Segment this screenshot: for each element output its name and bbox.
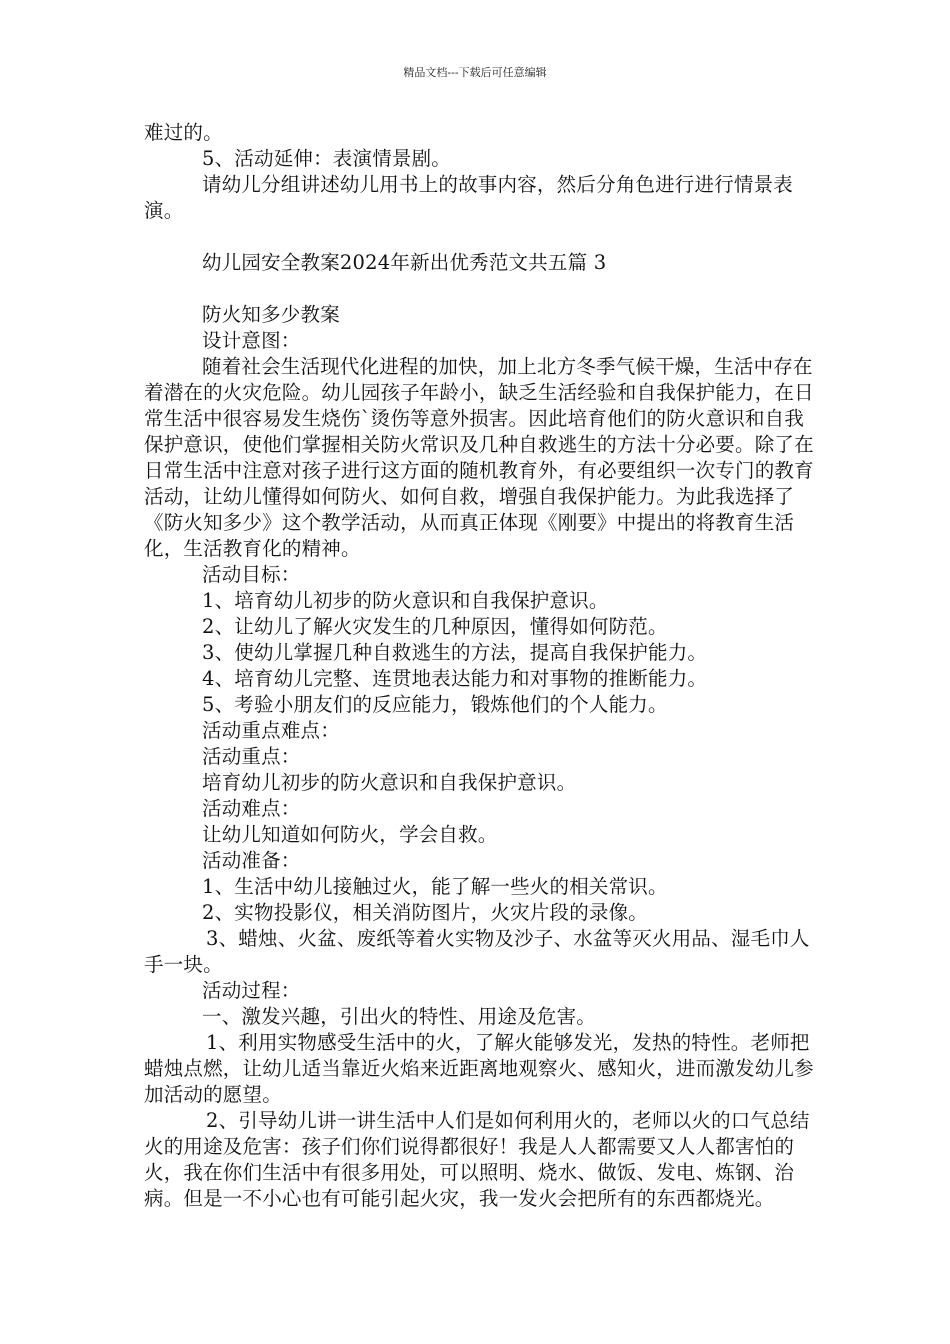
preparation-item: 3、蜡烛、火盆、废纸等着火实物及沙子、水盆等灭火用品、湿毛巾人手一块。 — [144, 927, 810, 976]
preparation-item: 1、生活中幼儿接触过火，能了解一些火的相关常识。 — [202, 875, 668, 898]
process-step: 1、利用实物感受生活中的火，了解火能够发光，发热的特性。老师把蜡烛点燃，让幼儿适当靠近火焰来近距离地观察火、感知火，进而激发幼儿参加活动的愿望。 — [144, 1031, 814, 1106]
paragraph-storytelling: 请幼儿分组讲述幼儿用书上的故事内容，然后分角色进行进行情景表演。 — [144, 173, 794, 222]
objective-item: 1、培育幼儿初步的防火意识和自我保护意识。 — [202, 589, 609, 612]
objective-item: 4、培育幼儿完整、连贯地表达能力和对事物的推断能力。 — [202, 667, 708, 690]
paragraph-continuation: 难过的。 — [144, 121, 223, 144]
process-step: 2、引导幼儿讲一讲生活中人们是如何利用火的，老师以火的口气总结火的用途及危害：孩子们你们说得都很好！我是人人都需要又人人都害怕的火，我在你们生活中有很多用处，可以照明、烧水、做饭、发电、炼钢、治病。但是一不小心也有可能引起火灾，我一发火会把所有的东西都烧光。 — [144, 1109, 810, 1210]
objective-item: 3、使幼儿掌握几种自救逃生的方法，提高自我保护能力。 — [202, 641, 708, 664]
heading-key-difficult: 活动重点难点： — [202, 719, 340, 742]
heading-process: 活动过程： — [202, 979, 301, 1002]
heading-preparation: 活动准备： — [202, 849, 301, 872]
heading-difficulty: 活动难点： — [202, 797, 301, 820]
difficulty-text: 让幼儿知道如何防火，学会自救。 — [202, 823, 498, 846]
lesson-title: 防火知多少教案 — [202, 303, 340, 326]
heading-key-point: 活动重点： — [202, 745, 301, 768]
document-body — [144, 120, 814, 1212]
key-point-text: 培育幼儿初步的防火意识和自我保护意识。 — [202, 771, 577, 794]
objective-item: 2、让幼儿了解火灾发生的几种原因，懂得如何防范。 — [202, 615, 668, 638]
preparation-item: 2、实物投影仪，相关消防图片，火灾片段的录像。 — [202, 901, 649, 924]
process-step: 一、激发兴趣，引出火的特性、用途及危害。 — [202, 1005, 597, 1028]
paragraph-design-intent: 随着社会生活现代化进程的加快，加上北方冬季气候干燥，生活中存在着潜在的火灾危险。幼儿园孩子年龄小，缺乏生活经验和自我保护能力，在日常生活中很容易发生烧伤`烫伤等意外损害。因此培育他们的防火意识和自我保护意识，使他们掌握相关防火常识及几种自救逃生的方法十分必要。除了在日常生活中注意对孩子进行这方面的随机教育外，有必要组织一次专门的教育活动，让幼儿懂得如何防火、如何自救，增强自我保护能力。为此我选择了《防火知多少》这个教学活动，从而真正体现《刚要》中提出的将教育生活化，生活教育化的精神。 — [144, 355, 814, 560]
paragraph-extension: 5、活动延伸：表演情景剧。 — [202, 147, 452, 170]
section-title: 幼儿园安全教案2024年新出优秀范文共五篇 3 — [202, 251, 607, 274]
objective-item: 5、考验小朋友们的反应能力，锻炼他们的个人能力。 — [202, 693, 668, 716]
page-header: 精品文档---下载后可任意编辑 — [403, 66, 547, 79]
heading-objectives: 活动目标： — [202, 563, 301, 586]
heading-design-intent: 设计意图： — [202, 329, 301, 352]
